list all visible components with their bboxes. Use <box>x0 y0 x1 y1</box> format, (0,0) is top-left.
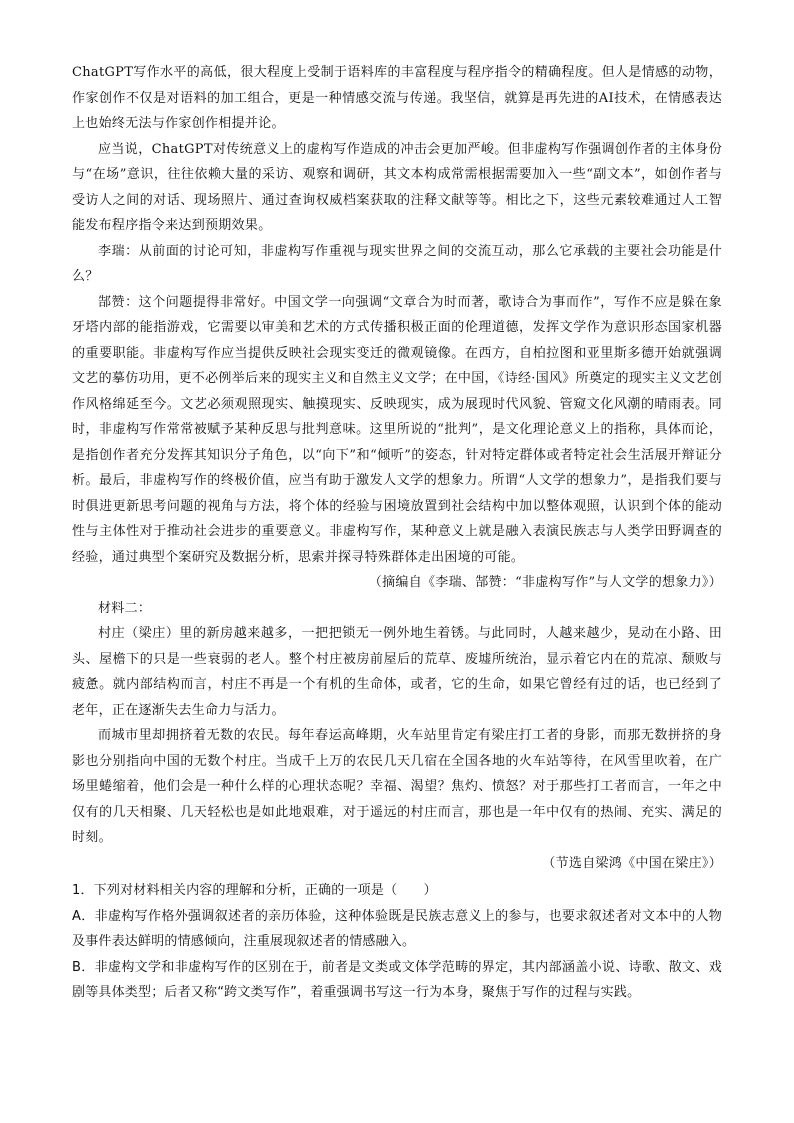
material1-paragraph-4: 郜赞：这个问题提得非常好。中国文学一向强调“文章合为时而著，歌诗合为事而作”，写作不应是躲在象牙塔内部的能指游戏，它需要以审美和艺术的方式传播积极正面的伦理道德，发挥文学作为意识形态国家机器的重要职能。非虚构写作应当提供反映社会现实变迁的微观镜像。在西方，自柏拉图和亚里斯多德开始就强调文艺的摹仿功用，更不必例举后来的现实主义和自然主义文学；在中国，《诗经·国风》所奠定的现实主义文艺创作风格绵延至今。文艺必须观照现实、触摸现实、反映现实，成为展现时代风貌、管窥文化风潮的晴雨表。同时，非虚构写作常常被赋予某种反思与批判意味。这里所说的“批判”，是文化理论意义上的指称，具体而论，是指创作者充分发挥其知识分子角色，以“向下”和“倾听”的姿态，针对特定群体或者特定社会生活展开辩证分析。最后，非虚构写作的终极价值，应当有助于激发人文学的想象力。所谓“人文学的想象力”，是指我们要与时俱进更新思考问题的视角与方法，将个体的经验与困境放置到社会结构中加以整体观照，认识到个体的能动性与主体性对于推动社会进步的重要意义。非虚构写作，某种意义上就是融入表演民族志与人类学田野调查的经验，通过典型个案研究及数据分析，思索并探寻特殊群体走出困境的可能。 <box>72 294 722 565</box>
question-1-option-a: A．非虚构写作格外强调叙述者的亲历体验，这种体验既是民族志意义上的参与，也要求叙述者对文本中的人物及事件表达鲜明的情感倾向，注重展现叙述者的情感融入。 <box>72 908 722 949</box>
question-1-stem: 1．下列对材料相关内容的理解和分析，正确的一项是（ ） <box>72 883 437 898</box>
material1-paragraph-3: 李瑞：从前面的讨论可知，非虚构写作重视与现实世界之间的交流互动，那么它承载的主要社会功能是什么？ <box>72 243 722 284</box>
document-page <box>72 60 722 1006</box>
material1-source: （摘编自《李瑞、郜赞：“非虚构写作”与人文学的想象力》） <box>368 575 722 590</box>
question-1-option-b: B．非虚构文学和非虚构写作的区别在于，前者是文类或文体学范畴的界定，其内部涵盖小说、诗歌、散文、戏剧等具体类型；后者又称“跨文类写作”，着重强调书写这一行为本身，聚焦于写作的过程与实践。 <box>72 959 722 1000</box>
material2-paragraph-1: 村庄（梁庄）里的新房越来越多，一把把锁无一例外地生着锈。与此同时，人越来越少，晃动在小路、田头、屋檐下的只是一些衰弱的老人。整个村庄被房前屋后的荒草、废墟所统治，显示着它内在的荒凉、颓败与疲惫。就内部结构而言，村庄不再是一个有机的生命体，或者，它的生命，如果它曾经有过的话，也已经到了老年，正在逐渐失去生命力与活力。 <box>72 626 722 718</box>
material1-paragraph-1: ChatGPT写作水平的高低，很大程度上受制于语料库的丰富程度与程序指令的精确程度。但人是情感的动物，作家创作不仅是对语料的加工组合，更是一种情感交流与传递。我坚信，就算是再先进的AI技术，在情感表达上也始终无法与作家创作相提并论。 <box>72 65 722 131</box>
material2-paragraph-2: 而城市里却拥挤着无数的农民。每年春运高峰期，火车站里肯定有梁庄打工者的身影，而那无数拼挤的身影也分别指向中国的无数个村庄。当成千上万的农民几天几宿在全国各地的火车站等待，在风雪里吹着，在广场里蜷缩着，他们会是一种什么样的心理状态呢？幸福、渴望？焦灼、愤怒？对于那些打工者而言，一年之中仅有的几天相聚、几天轻松也是如此地艰难，对于遥远的村庄而言，那也是一年中仅有的热闹、充实、满足的时刻。 <box>72 728 722 845</box>
material2-source: （节选自梁鸿《中国在梁庄》） <box>542 855 722 871</box>
material1-paragraph-2: 应当说，ChatGPT对传统意义上的虚构写作造成的冲击会更加严峻。但非虚构写作强调创作者的主体身份与“在场”意识，往往依赖大量的采访、观察和调研，其文本构成常需根据需要加入一些“副文本”，如创作者与受访人之间的对话、现场照片、通过查询权威档案获取的注释文献等等。相比之下，这些元素较难通过人工智能发布程序指令来达到预期效果。 <box>72 141 722 233</box>
material2-heading: 材料二： <box>98 600 152 616</box>
